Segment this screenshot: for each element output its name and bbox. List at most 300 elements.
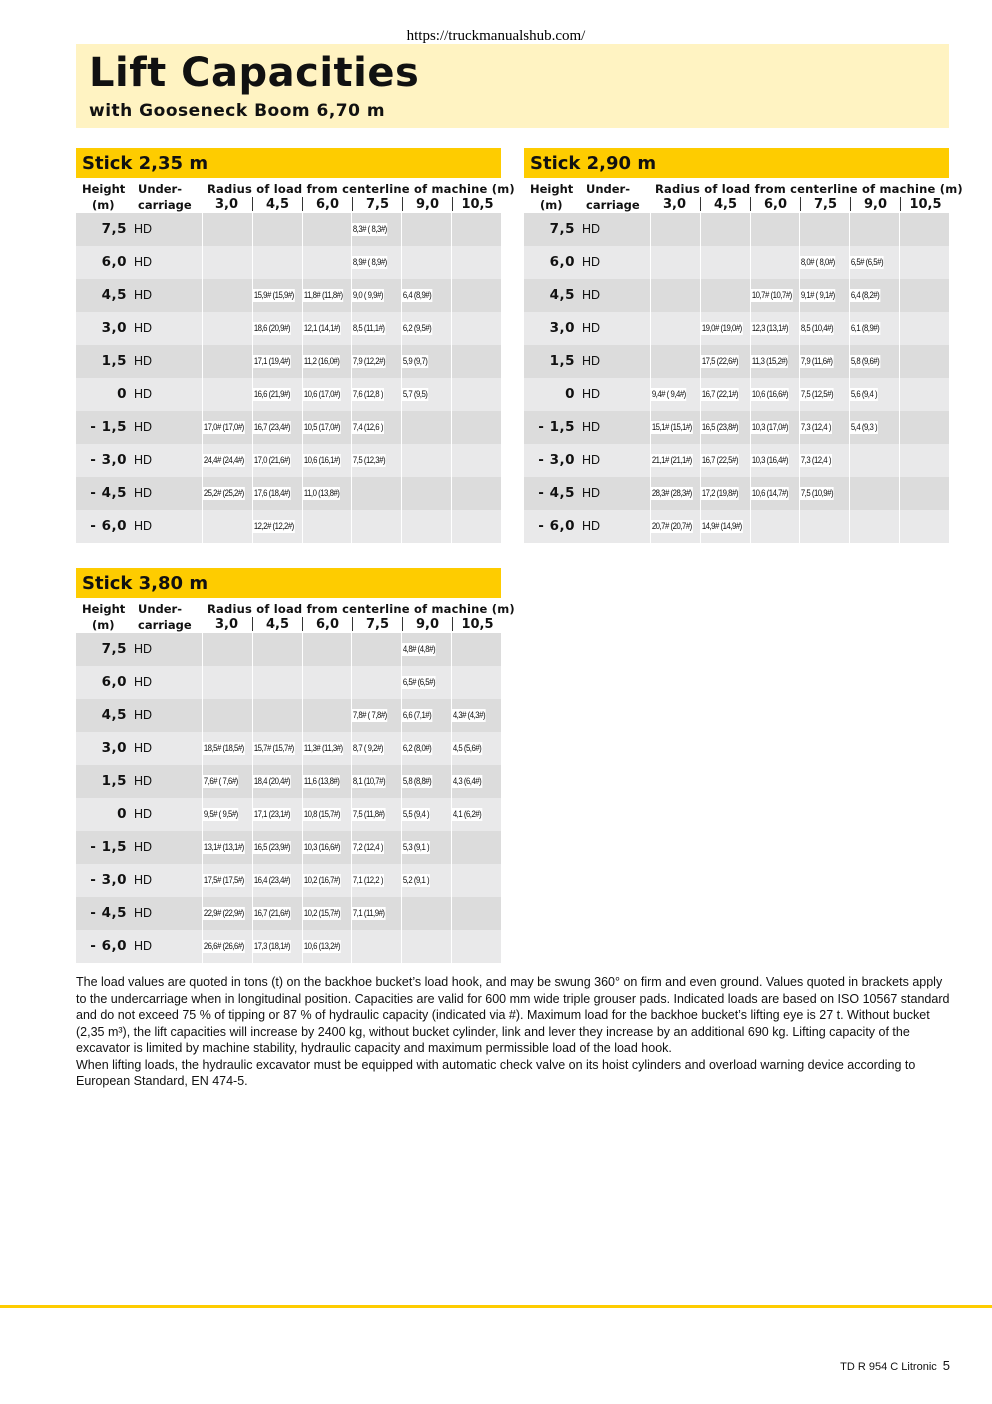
capacity-cell — [351, 312, 401, 345]
capacity-cell-empty — [202, 246, 252, 279]
table-row — [76, 798, 501, 831]
capacity-value: 9,0 ( 9,9#) — [353, 290, 384, 301]
height-cell: 7,5 — [101, 641, 127, 657]
capacity-cell — [302, 864, 352, 897]
capacity-cell-empty — [451, 213, 501, 246]
capacity-cell — [252, 765, 302, 798]
capacity-value: 18,6 (20,9#) — [253, 323, 290, 334]
undercarriage-cell: HD — [134, 420, 153, 434]
capacity-value: 11,0 (13,8#) — [303, 488, 339, 499]
capacity-cell-empty — [202, 633, 252, 666]
capacity-value: 5,9 (9,7) — [403, 356, 428, 367]
page-title: Lift Capacities — [89, 50, 420, 96]
capacity-value: 7,1 (11,9#) — [353, 908, 385, 919]
capacity-value: 16,5 (23,9#) — [253, 842, 290, 853]
undercarriage-cell: HD — [134, 288, 153, 302]
capacity-cell — [252, 897, 302, 930]
header-undercarriage: Under- — [586, 182, 631, 196]
height-cell: 0 — [565, 386, 575, 402]
capacity-value: 10,3 (16,6#) — [303, 842, 340, 853]
radius-header: 9,0 — [402, 197, 452, 211]
header-height-unit: (m) — [92, 618, 115, 632]
capacity-value: 8,5 (10,4#) — [801, 323, 834, 334]
capacity-value: 24,4# (24,4#) — [203, 455, 244, 466]
capacity-value: 19,0# (19,0#) — [701, 323, 742, 334]
capacity-value: 17,5 (22,6#) — [701, 356, 738, 367]
capacity-cell — [252, 798, 302, 831]
capacity-cell — [302, 312, 352, 345]
header-height: Height — [530, 182, 574, 196]
height-cell: - 6,0 — [90, 938, 127, 954]
capacity-value: 15,7# (15,7#) — [253, 743, 294, 754]
table-title: Stick 3,80 m — [76, 568, 501, 598]
capacity-cell-empty — [252, 699, 302, 732]
capacity-value: 6,4 (8,9#) — [403, 290, 432, 301]
height-cell: - 4,5 — [90, 905, 127, 921]
undercarriage-cell: HD — [582, 486, 601, 500]
table-row — [76, 765, 501, 798]
capacity-cell — [252, 477, 302, 510]
capacity-cell — [750, 279, 800, 312]
height-cell: 0 — [117, 386, 127, 402]
height-cell: 6,0 — [101, 674, 127, 690]
capacity-cell — [650, 477, 700, 510]
table-row — [524, 411, 949, 444]
table-row — [76, 699, 501, 732]
capacity-cell — [202, 798, 252, 831]
table-row — [76, 510, 501, 543]
undercarriage-cell: HD — [582, 453, 601, 467]
undercarriage-cell: HD — [134, 939, 153, 953]
capacity-value: 10,6 (17,0#) — [303, 389, 340, 400]
capacity-value: 25,2# (25,2#) — [203, 488, 244, 499]
capacity-cell — [401, 699, 451, 732]
capacity-value: 5,6 (9,4 ) — [851, 389, 878, 400]
capacity-value: 18,4 (20,4#) — [253, 776, 290, 787]
capacity-value: 4,1 (6,2#) — [452, 809, 482, 820]
capacity-value: 11,2 (16,0#) — [303, 356, 339, 367]
capacity-cell-empty — [451, 930, 501, 963]
capacity-cell-empty — [700, 213, 750, 246]
capacity-cell-empty — [401, 930, 451, 963]
capacity-cell — [351, 411, 401, 444]
capacity-cell-empty — [849, 213, 899, 246]
capacity-cell — [252, 831, 302, 864]
capacity-value: 7,3 (12,4 ) — [801, 455, 832, 466]
capacity-cell-empty — [849, 477, 899, 510]
table-row — [76, 213, 501, 246]
capacity-cell — [351, 699, 401, 732]
capacity-value: 10,6 (13,2#) — [303, 941, 340, 952]
capacity-cell — [401, 831, 451, 864]
capacity-cell — [700, 510, 750, 543]
height-cell: 1,5 — [101, 773, 127, 789]
undercarriage-cell: HD — [134, 387, 153, 401]
undercarriage-cell: HD — [582, 420, 601, 434]
capacity-cell-empty — [451, 378, 501, 411]
capacity-cell-empty — [252, 246, 302, 279]
capacity-cell — [252, 732, 302, 765]
capacity-value: 5,8 (9,6#) — [851, 356, 880, 367]
capacity-cell — [451, 732, 501, 765]
table-row — [76, 411, 501, 444]
capacity-cell — [700, 378, 750, 411]
table-stick-3-80 — [76, 568, 515, 963]
capacity-value: 20,7# (20,7#) — [651, 521, 692, 532]
capacity-cell — [302, 831, 352, 864]
undercarriage-cell: HD — [134, 906, 153, 920]
capacity-cell — [302, 279, 352, 312]
capacity-value: 11,3# (11,3#) — [303, 743, 343, 754]
height-cell: - 6,0 — [538, 518, 575, 534]
height-cell: - 4,5 — [538, 485, 575, 501]
capacity-value: 7,5 (11,8#) — [353, 809, 385, 820]
undercarriage-cell: HD — [134, 774, 153, 788]
capacity-cell-empty — [401, 246, 451, 279]
table-row — [524, 246, 949, 279]
capacity-cell-empty — [650, 345, 700, 378]
document-code: TD R 954 C Litronic — [840, 1361, 937, 1373]
capacity-cell-empty — [650, 213, 700, 246]
capacity-cell-empty — [401, 897, 451, 930]
table-row — [76, 444, 501, 477]
capacity-cell-empty — [700, 279, 750, 312]
capacity-value: 9,1# ( 9,1#) — [801, 290, 836, 301]
capacity-cell-empty — [451, 864, 501, 897]
capacity-cell — [401, 312, 451, 345]
table-stick-2-90 — [524, 148, 963, 543]
capacity-cell-empty — [750, 213, 800, 246]
undercarriage-cell: HD — [582, 519, 601, 533]
height-cell: 4,5 — [101, 287, 127, 303]
capacity-value: 15,1# (15,1#) — [651, 422, 692, 433]
capacity-value: 7,2 (12,4 ) — [353, 842, 384, 853]
capacity-cell-empty — [202, 666, 252, 699]
capacity-value: 7,6# ( 7,6#) — [203, 776, 238, 787]
capacity-cell — [401, 633, 451, 666]
header-undercarriage-2: carriage — [138, 198, 192, 212]
capacity-cell — [351, 279, 401, 312]
capacity-value: 7,5 (12,5#) — [801, 389, 834, 400]
height-cell: 7,5 — [549, 221, 575, 237]
capacity-value: 16,7 (21,6#) — [253, 908, 290, 919]
capacity-cell — [650, 378, 700, 411]
undercarriage-cell: HD — [134, 675, 153, 689]
radius-header: 6,0 — [302, 617, 352, 631]
capacity-value: 16,7 (23,4#) — [253, 422, 290, 433]
capacity-cell — [351, 213, 401, 246]
capacity-value: 10,6 (16,1#) — [303, 455, 340, 466]
header-radius: Radius of load from centerline of machine (m) — [207, 602, 515, 616]
capacity-cell-empty — [401, 510, 451, 543]
table-header — [524, 178, 963, 213]
capacity-value: 10,7# (10,7#) — [751, 290, 792, 301]
table-row — [76, 666, 501, 699]
height-cell: 3,0 — [549, 320, 575, 336]
capacity-cell-empty — [899, 510, 949, 543]
capacity-value: 28,3# (28,3#) — [651, 488, 692, 499]
capacity-cell — [202, 765, 252, 798]
capacity-value: 6,6 (7,1#) — [403, 710, 432, 721]
capacity-cell — [401, 279, 451, 312]
capacity-cell — [700, 444, 750, 477]
notes-paragraph-2: When lifting loads, the hydraulic excavator must be equipped with automatic check valve on its hoist cylinders and overload warning device according to European Standard, EN 474-5. — [76, 1057, 916, 1088]
capacity-value: 10,3 (16,4#) — [751, 455, 788, 466]
undercarriage-cell: HD — [134, 519, 153, 533]
capacity-value: 10,8 (15,7#) — [303, 809, 340, 820]
capacity-value: 15,9# (15,9#) — [253, 290, 294, 301]
capacity-cell — [799, 444, 849, 477]
radius-header: 4,5 — [252, 197, 302, 211]
capacity-cell — [302, 732, 352, 765]
capacity-cell-empty — [302, 246, 352, 279]
capacity-cell — [799, 378, 849, 411]
footer-rule — [0, 1305, 992, 1308]
capacity-cell-empty — [451, 345, 501, 378]
capacity-value: 17,6 (18,4#) — [253, 488, 290, 499]
capacity-cell — [451, 798, 501, 831]
table-row — [76, 831, 501, 864]
capacity-value: 16,7 (22,1#) — [701, 389, 738, 400]
capacity-value: 21,1# (21,1#) — [651, 455, 692, 466]
capacity-cell-empty — [302, 699, 352, 732]
capacity-cell — [401, 345, 451, 378]
capacity-cell-empty — [202, 510, 252, 543]
capacity-value: 9,5# ( 9,5#) — [203, 809, 238, 820]
capacity-cell-empty — [451, 477, 501, 510]
capacity-value: 17,2 (19,8#) — [701, 488, 738, 499]
capacity-cell-empty — [202, 213, 252, 246]
capacity-cell-empty — [351, 477, 401, 510]
capacity-cell-empty — [700, 246, 750, 279]
capacity-cell — [799, 246, 849, 279]
capacity-cell-empty — [351, 633, 401, 666]
page-header — [76, 44, 949, 128]
capacity-cell — [650, 510, 700, 543]
undercarriage-cell: HD — [134, 741, 153, 755]
capacity-value: 16,4 (23,4#) — [253, 875, 290, 886]
capacity-value: 10,5 (17,0#) — [303, 422, 340, 433]
table-row — [76, 246, 501, 279]
capacity-value: 7,1 (12,2 ) — [353, 875, 384, 886]
height-cell: 1,5 — [101, 353, 127, 369]
capacity-cell — [849, 411, 899, 444]
capacity-cell-empty — [302, 633, 352, 666]
undercarriage-cell: HD — [582, 222, 601, 236]
radius-header: 7,5 — [800, 197, 850, 211]
capacity-cell — [252, 510, 302, 543]
source-url[interactable]: https://truckmanualshub.com/ — [406, 28, 586, 44]
capacity-cell-empty — [302, 666, 352, 699]
capacity-value: 11,6 (13,8#) — [303, 776, 339, 787]
capacity-cell — [799, 345, 849, 378]
capacity-value: 6,5# (6,5#) — [851, 257, 884, 268]
capacity-value: 14,9# (14,9#) — [701, 521, 742, 532]
capacity-cell — [202, 831, 252, 864]
capacity-cell — [252, 444, 302, 477]
capacity-cell — [351, 798, 401, 831]
capacity-cell-empty — [650, 246, 700, 279]
table-header — [76, 598, 515, 633]
capacity-value: 5,2 (9,1 ) — [403, 875, 430, 886]
height-cell: 3,0 — [101, 320, 127, 336]
capacity-value: 10,3 (17,0#) — [751, 422, 788, 433]
header-height-unit: (m) — [92, 198, 115, 212]
header-undercarriage-2: carriage — [586, 198, 640, 212]
capacity-value: 17,0# (17,0#) — [203, 422, 244, 433]
page-footer — [840, 1358, 950, 1373]
capacity-cell-empty — [849, 510, 899, 543]
capacity-cell — [650, 444, 700, 477]
capacity-value: 4,8# (4,8#) — [403, 644, 436, 655]
radius-header: 3,0 — [662, 197, 687, 212]
capacity-cell — [351, 864, 401, 897]
capacity-cell — [351, 378, 401, 411]
capacity-cell-empty — [899, 477, 949, 510]
capacity-value: 8,9# ( 8,9#) — [353, 257, 388, 268]
capacity-cell — [849, 246, 899, 279]
capacity-value: 5,3 (9,1 ) — [403, 842, 430, 853]
capacity-cell-empty — [451, 444, 501, 477]
capacity-value: 8,0# ( 8,0#) — [801, 257, 836, 268]
height-cell: 6,0 — [549, 254, 575, 270]
capacity-cell-empty — [451, 666, 501, 699]
table-row — [76, 897, 501, 930]
capacity-cell-empty — [849, 444, 899, 477]
undercarriage-cell: HD — [134, 255, 153, 269]
radius-header: 6,0 — [302, 197, 352, 211]
capacity-value: 11,8# (11,8#) — [303, 290, 343, 301]
capacity-cell — [202, 411, 252, 444]
capacity-value: 17,0 (21,6#) — [253, 455, 290, 466]
capacity-cell-empty — [750, 246, 800, 279]
capacity-cell-empty — [899, 213, 949, 246]
capacity-value: 7,5 (12,3#) — [353, 455, 386, 466]
table-row — [76, 864, 501, 897]
table-title: Stick 2,35 m — [76, 148, 501, 178]
capacity-value: 17,1 (23,1#) — [253, 809, 290, 820]
capacity-value: 12,1 (14,1#) — [303, 323, 340, 334]
capacity-cell — [451, 765, 501, 798]
table-row — [76, 378, 501, 411]
capacity-value: 7,9 (12,2#) — [353, 356, 386, 367]
capacity-cell-empty — [401, 411, 451, 444]
capacity-value: 8,1 (10,7#) — [353, 776, 386, 787]
table-stick-2-35 — [76, 148, 515, 543]
radius-header: 10,5 — [452, 617, 502, 631]
capacity-cell — [252, 345, 302, 378]
capacity-cell-empty — [451, 279, 501, 312]
capacity-cell — [351, 831, 401, 864]
height-cell: - 3,0 — [90, 452, 127, 468]
header-radius: Radius of load from centerline of machine (m) — [655, 182, 963, 196]
capacity-cell — [849, 345, 899, 378]
capacity-cell-empty — [202, 345, 252, 378]
height-cell: - 4,5 — [90, 485, 127, 501]
radius-header: 7,5 — [352, 617, 402, 631]
capacity-cell — [202, 732, 252, 765]
capacity-cell — [202, 444, 252, 477]
height-cell: 7,5 — [101, 221, 127, 237]
capacity-value: 10,6 (14,7#) — [751, 488, 788, 499]
capacity-cell-empty — [302, 510, 352, 543]
capacity-cell-empty — [899, 312, 949, 345]
capacity-cell-empty — [899, 444, 949, 477]
undercarriage-cell: HD — [582, 288, 601, 302]
capacity-cell-empty — [202, 378, 252, 411]
capacity-value: 7,6 (12,8 ) — [353, 389, 384, 400]
capacity-cell-empty — [401, 444, 451, 477]
undercarriage-cell: HD — [134, 807, 153, 821]
undercarriage-cell: HD — [134, 222, 153, 236]
height-cell: - 3,0 — [538, 452, 575, 468]
radius-header: 10,5 — [452, 197, 502, 211]
capacity-cell — [799, 279, 849, 312]
capacity-cell — [252, 930, 302, 963]
capacity-cell — [351, 765, 401, 798]
capacity-cell — [401, 798, 451, 831]
undercarriage-cell: HD — [134, 642, 153, 656]
radius-header: 7,5 — [352, 197, 402, 211]
capacity-cell — [799, 477, 849, 510]
header-height: Height — [82, 182, 126, 196]
header-height-unit: (m) — [540, 198, 563, 212]
capacity-value: 7,9 (11,6#) — [801, 356, 833, 367]
capacity-cell-empty — [650, 279, 700, 312]
radius-header: 4,5 — [252, 617, 302, 631]
capacity-cell-empty — [650, 312, 700, 345]
table-row — [524, 213, 949, 246]
capacity-cell-empty — [451, 312, 501, 345]
capacity-cell — [252, 864, 302, 897]
height-cell: 4,5 — [101, 707, 127, 723]
table-row — [524, 444, 949, 477]
capacity-cell — [401, 765, 451, 798]
capacity-cell-empty — [899, 411, 949, 444]
capacity-cell — [202, 930, 252, 963]
capacity-cell — [799, 411, 849, 444]
page-subtitle: with Gooseneck Boom 6,70 m — [89, 101, 386, 121]
capacity-value: 6,1 (8,9#) — [851, 323, 880, 334]
capacity-cell — [401, 378, 451, 411]
capacity-value: 16,7 (22,5#) — [701, 455, 738, 466]
capacity-value: 8,7 ( 9,2#) — [353, 743, 384, 754]
capacity-value: 9,4# ( 9,4#) — [651, 389, 686, 400]
capacity-cell — [202, 864, 252, 897]
capacity-cell — [799, 312, 849, 345]
capacity-cell-empty — [202, 279, 252, 312]
table-row — [524, 345, 949, 378]
capacity-cell — [302, 897, 352, 930]
capacity-cell-empty — [899, 345, 949, 378]
capacity-value: 10,2 (15,7#) — [303, 908, 340, 919]
capacity-value: 17,5# (17,5#) — [203, 875, 244, 886]
capacity-cell — [750, 345, 800, 378]
capacity-cell-empty — [899, 378, 949, 411]
capacity-cell-empty — [252, 633, 302, 666]
capacity-value: 17,1 (19,4#) — [253, 356, 290, 367]
table-row — [524, 378, 949, 411]
capacity-cell — [351, 345, 401, 378]
capacity-cell-empty — [202, 312, 252, 345]
capacity-cell — [849, 279, 899, 312]
capacity-cell — [252, 312, 302, 345]
capacity-value: 4,3 (6,4#) — [452, 776, 482, 787]
capacity-cell — [252, 378, 302, 411]
capacity-cell — [302, 345, 352, 378]
capacity-value: 7,5 (10,9#) — [801, 488, 834, 499]
table-row — [524, 312, 949, 345]
